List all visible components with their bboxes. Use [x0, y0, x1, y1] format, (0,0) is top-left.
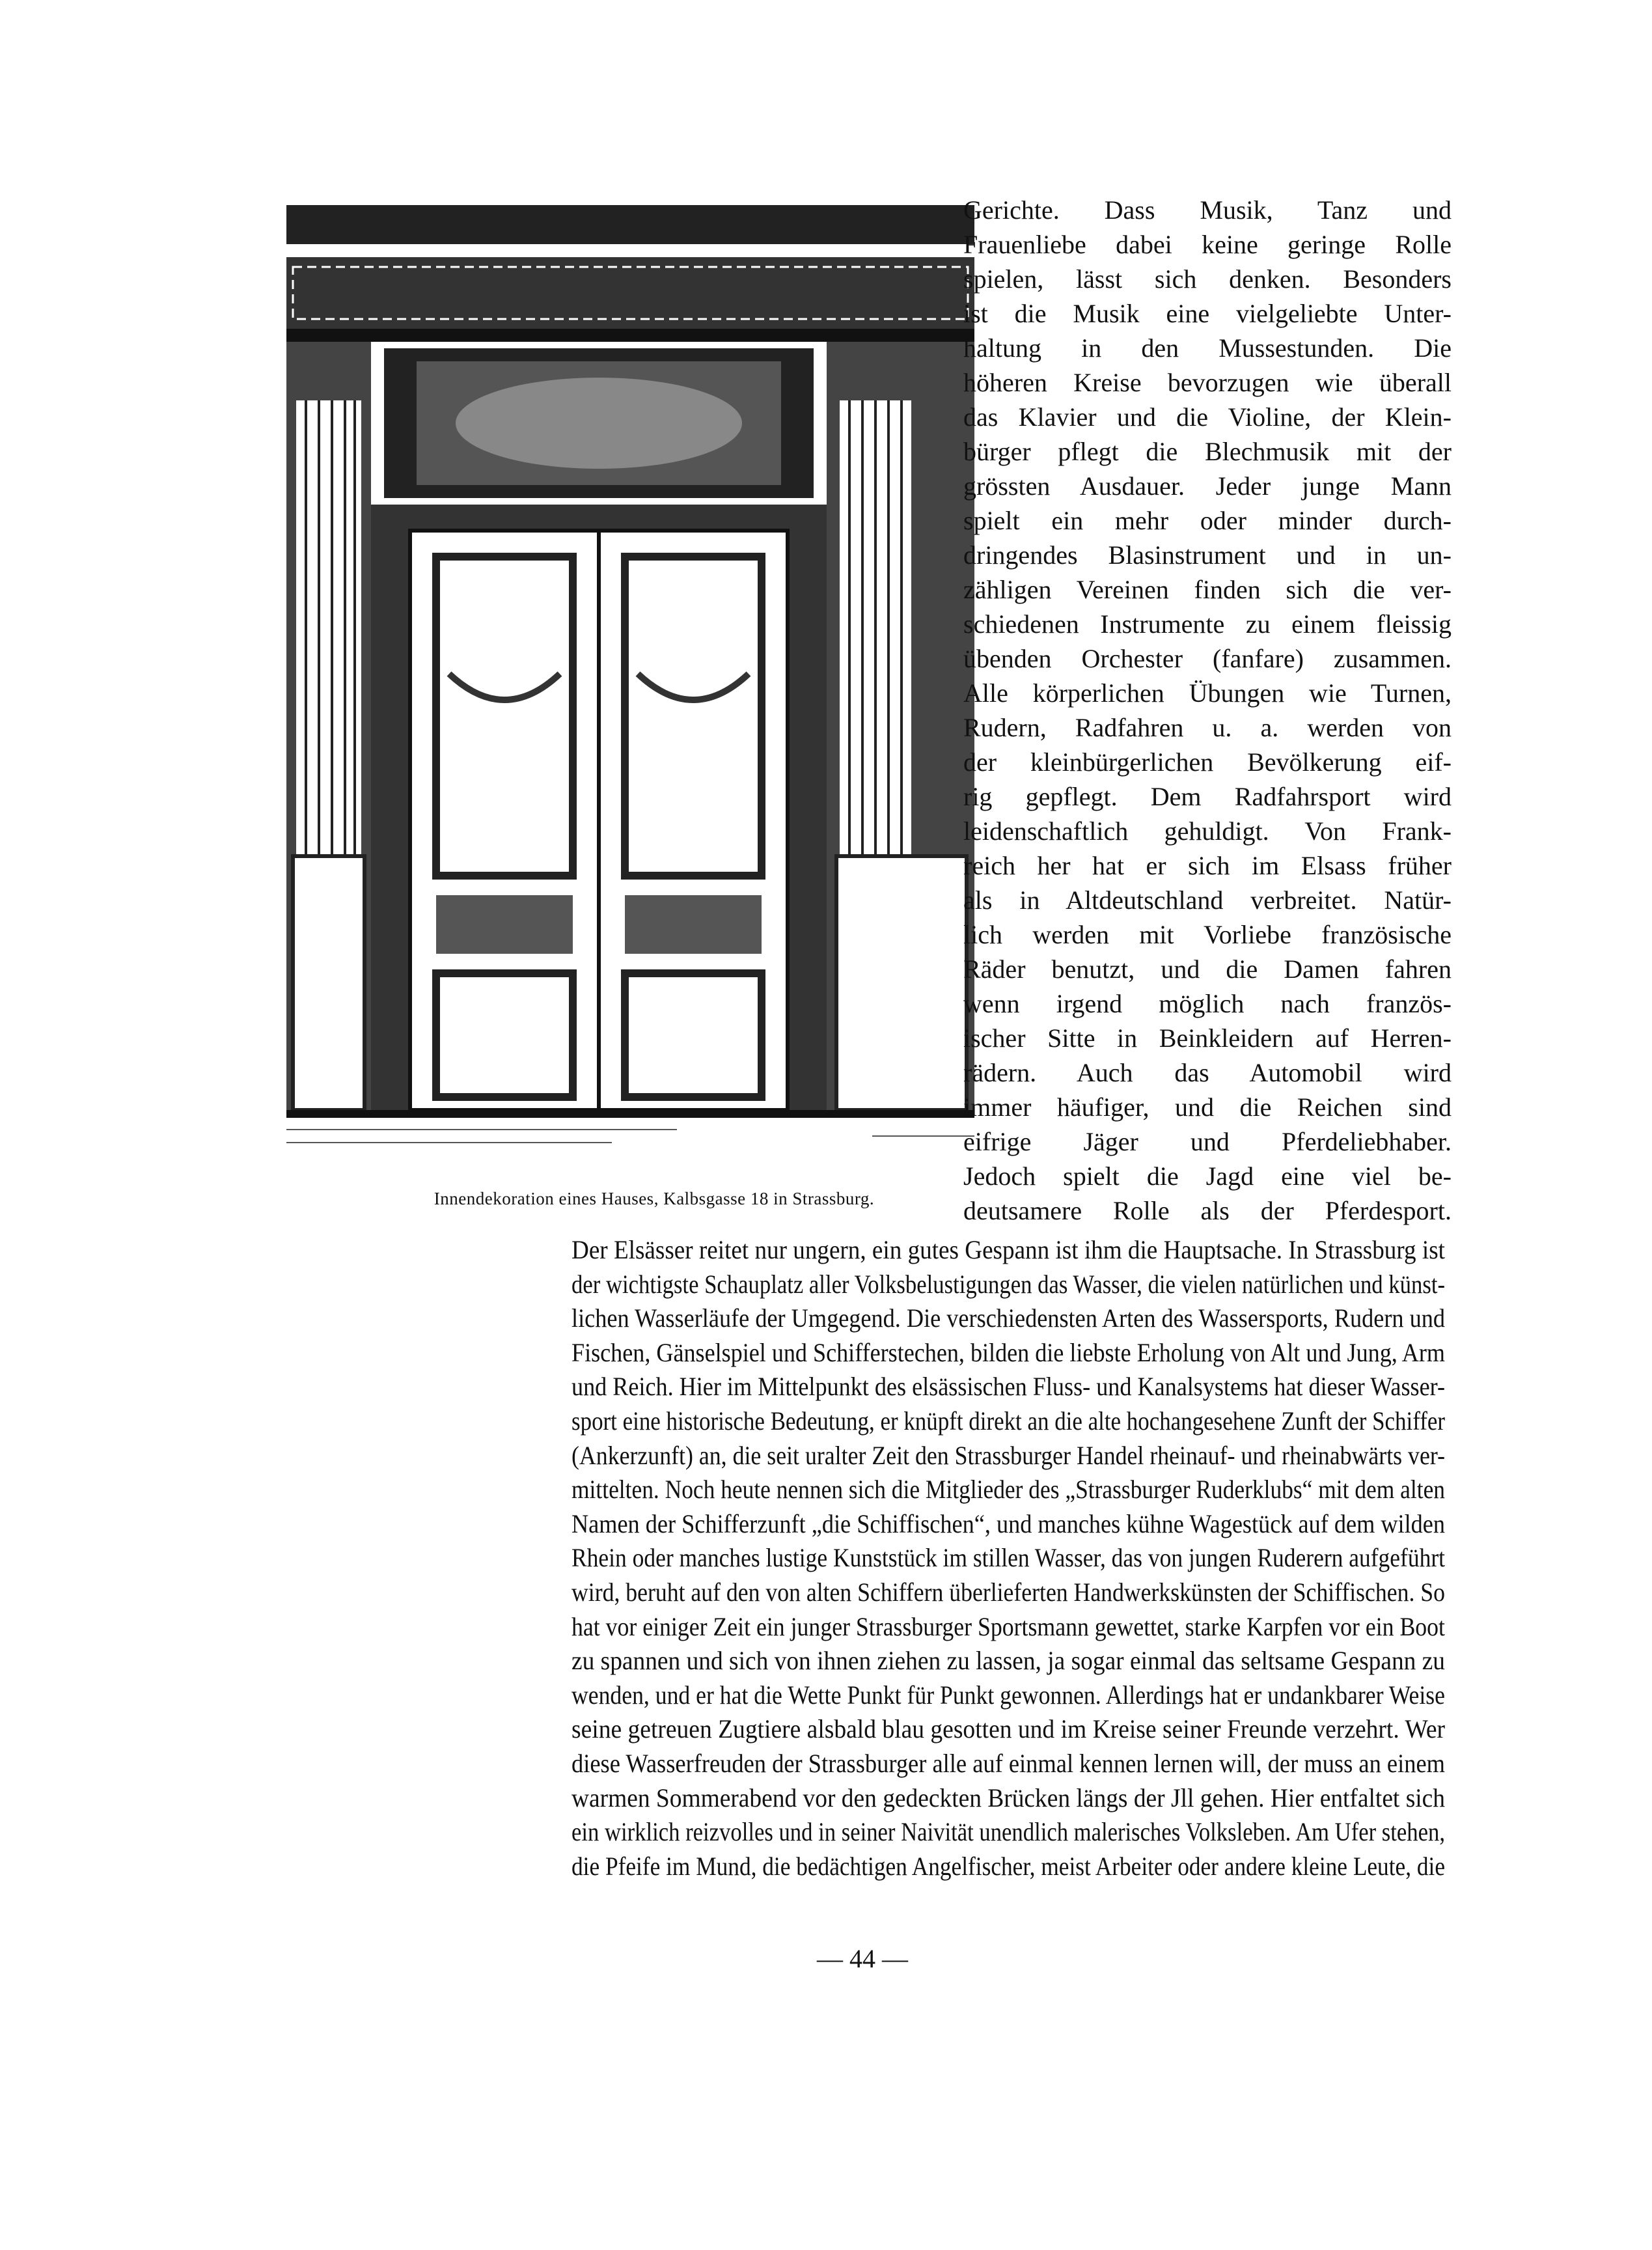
text-line: [963, 1124, 1452, 1159]
text-line: [571, 1815, 1445, 1850]
text-line: [571, 1336, 1445, 1370]
text-line: [963, 952, 1452, 986]
text-line-content: grössten Ausdauer. Jeder junge Mann: [963, 471, 1452, 501]
right-text-column: [963, 193, 1452, 1228]
text-line: [571, 1233, 1445, 1268]
text-line-content: das Klavier und die Violine, der Klein-: [963, 402, 1452, 432]
door-engraving-illustration: [286, 205, 974, 1172]
text-line: [963, 641, 1452, 676]
text-line-content: der kleinbürgerlichen Bevölkerung eif-: [963, 747, 1452, 777]
text-line: [963, 434, 1452, 469]
text-line-content: der wichtigste Schauplatz aller Volksbelustigungen das Wasser, die vielen natürlichen und künst-: [571, 1269, 1445, 1299]
text-line-content: leidenschaftlich gehuldigt. Von Frank-: [963, 816, 1452, 846]
text-line-content: übenden Orchester (fanfare) zusammen.: [963, 644, 1452, 673]
text-line-content: eifrige Jäger und Pferdeliebhaber.: [963, 1127, 1452, 1156]
text-line: [963, 365, 1452, 400]
text-line-content: wird, beruht auf den von alten Schiffern überlieferten Handwerkskünsten der Schiffischen. So: [571, 1577, 1445, 1607]
text-line-content: die Pfeife im Mund, die bedächtigen Angelfischer, meist Arbeiter oder andere kleine Leute, die: [571, 1851, 1445, 1881]
page-number: — 44 —: [817, 1944, 908, 1973]
text-line-content: wenn irgend möglich nach französ-: [963, 989, 1452, 1018]
text-line-content: hat vor einiger Zeit ein junger Strassburger Sportsmann gewettet, starke Karpfen vor ein Boot: [571, 1611, 1445, 1641]
text-line-content: als in Altdeutschland verbreitet. Natür-: [963, 885, 1452, 915]
text-line-content: ischer Sitte in Beinkleidern auf Herren-: [963, 1023, 1452, 1053]
text-line: [963, 986, 1452, 1021]
text-line-content: haltung in den Mussestunden. Die: [963, 333, 1452, 363]
text-line-content: Rudern, Radfahren u. a. werden von: [963, 713, 1452, 742]
text-line: [571, 1678, 1445, 1713]
text-line: [963, 469, 1452, 503]
text-line: [963, 745, 1452, 779]
text-line: [963, 400, 1452, 434]
text-line-content: Räder benutzt, und die Damen fahren: [963, 954, 1452, 984]
text-line: [571, 1576, 1445, 1610]
text-line: [571, 1507, 1445, 1542]
text-line-content: rädern. Auch das Automobil wird: [963, 1058, 1452, 1087]
text-line-content: schiedenen Instrumente zu einem fleissig: [963, 609, 1452, 639]
text-line: [963, 779, 1452, 814]
text-line-content: rig gepflegt. Dem Radfahrsport wird: [963, 782, 1452, 811]
text-line: [963, 883, 1452, 917]
text-line-content: dringendes Blasinstrument und in un-: [963, 540, 1452, 570]
text-line-content: wenden, und er hat die Wette Punkt für Punkt gewonnen. Allerdings hat er undankbarer Weise: [571, 1680, 1445, 1710]
text-line: [571, 1644, 1445, 1678]
text-line-content: Namen der Schifferzunft „die Schiffischen“, und manches kühne Wagestück auf dem wilden: [571, 1508, 1445, 1538]
text-line: [963, 538, 1452, 572]
text-line: [963, 262, 1452, 296]
text-line-content: deutsamere Rolle als der Pferdesport.: [963, 1196, 1452, 1225]
text-line-content: zu spannen und sich von ihnen ziehen zu lassen, ja sogar einmal das seltsame Gespann zu: [571, 1646, 1445, 1676]
text-line-content: zähligen Vereinen finden sich die ver-: [963, 575, 1452, 604]
text-line: [963, 1021, 1452, 1055]
text-line-content: und Reich. Hier im Mittelpunkt des elsässischen Fluss- und Kanalsystems hat dieser Wasser-: [571, 1372, 1445, 1402]
text-line-content: sport eine historische Bedeutung, er knüpft direkt an die alte hochangesehene Zunft der Schiffer: [571, 1406, 1445, 1436]
full-width-text-block: [571, 1233, 1445, 1883]
text-line: [963, 193, 1452, 227]
text-line-content: Gerichte. Dass Musik, Tanz und: [963, 195, 1452, 225]
text-line: [571, 1404, 1445, 1439]
text-line: [571, 1747, 1445, 1781]
text-line-content: Rhein oder manches lustige Kunststück im stillen Wasser, das von jungen Ruderern aufgeführt: [571, 1543, 1445, 1573]
text-line: [963, 572, 1452, 607]
text-line: [963, 1090, 1452, 1124]
text-line-content: warmen Sommerabend vor den gedeckten Brücken längs der Jll gehen. Hier entfaltet sich: [571, 1783, 1445, 1812]
text-line-content: (Ankerzunft) an, die seit uralter Zeit den Strassburger Handel rheinauf- und rheinabwärts ver-: [571, 1440, 1445, 1470]
text-line: [571, 1370, 1445, 1404]
text-line: [963, 848, 1452, 883]
text-line: [571, 1781, 1445, 1816]
text-line: [571, 1610, 1445, 1645]
text-line-content: bürger pflegt die Blechmusik mit der: [963, 437, 1452, 466]
text-line-content: ist die Musik eine vielgeliebte Unter-: [963, 299, 1452, 328]
text-line-content: Jedoch spielt die Jagd eine viel be-: [963, 1161, 1452, 1191]
door-illustration: [286, 205, 974, 1172]
text-line-content: Der Elsässer reitet nur ungern, ein gutes Gespann ist ihm die Hauptsache. In Strassburg ist: [571, 1235, 1445, 1264]
text-line-content: lich werden mit Vorliebe französische: [963, 920, 1452, 949]
text-line-content: lichen Wasserläufe der Umgegend. Die verschiedensten Arten des Wassersports, Rudern und: [571, 1303, 1445, 1333]
figure-caption: Innendekoration eines Hauses, Kalbsgasse 18 in Strassburg.: [434, 1189, 875, 1208]
text-line: [571, 1850, 1445, 1884]
text-line-content: Fischen, Gänselspiel und Schifferstechen, bilden die liebste Erholung von Alt und Jung, Arm: [571, 1337, 1445, 1367]
text-line: [963, 676, 1452, 710]
text-line: [963, 607, 1452, 641]
text-line: [963, 917, 1452, 952]
text-line-content: immer häufiger, und die Reichen sind: [963, 1092, 1452, 1122]
text-line: [963, 296, 1452, 331]
text-line-content: diese Wasserfreuden der Strassburger alle auf einmal kennen lernen will, der muss an einem: [571, 1748, 1445, 1778]
text-line: [963, 1159, 1452, 1193]
text-line-content: höheren Kreise bevorzugen wie überall: [963, 368, 1452, 397]
text-line: [571, 1541, 1445, 1576]
text-line-content: ein wirklich reizvolles und in seiner Naivität unendlich malerisches Volksleben. Am Ufer stehen,: [571, 1817, 1445, 1847]
text-line: [571, 1712, 1445, 1747]
text-line: [963, 1055, 1452, 1090]
text-line: [963, 710, 1452, 745]
text-line: [571, 1301, 1445, 1336]
text-line: [963, 227, 1452, 262]
text-line-content: mittelten. Noch heute nennen sich die Mitglieder des „Strassburger Ruderklubs“ mit dem alten: [571, 1475, 1445, 1505]
text-line: [963, 331, 1452, 365]
text-line: [571, 1473, 1445, 1507]
text-line-content: spielen, lässt sich denken. Besonders: [963, 264, 1452, 294]
text-line-content: Alle körperlichen Übungen wie Turnen,: [963, 678, 1452, 708]
text-line: [963, 814, 1452, 848]
text-line: [571, 1439, 1445, 1473]
text-line-content: seine getreuen Zugtiere alsbald blau gesotten und im Kreise seiner Freunde verzehrt. Wer: [571, 1714, 1445, 1744]
text-line-content: spielt ein mehr oder minder durch-: [963, 506, 1452, 535]
text-line: [963, 503, 1452, 538]
text-line: [571, 1268, 1445, 1302]
text-line-content: reich her hat er sich im Elsass früher: [963, 851, 1452, 880]
text-line-content: Frauenliebe dabei keine geringe Rolle: [963, 230, 1452, 259]
text-line: [963, 1193, 1452, 1228]
